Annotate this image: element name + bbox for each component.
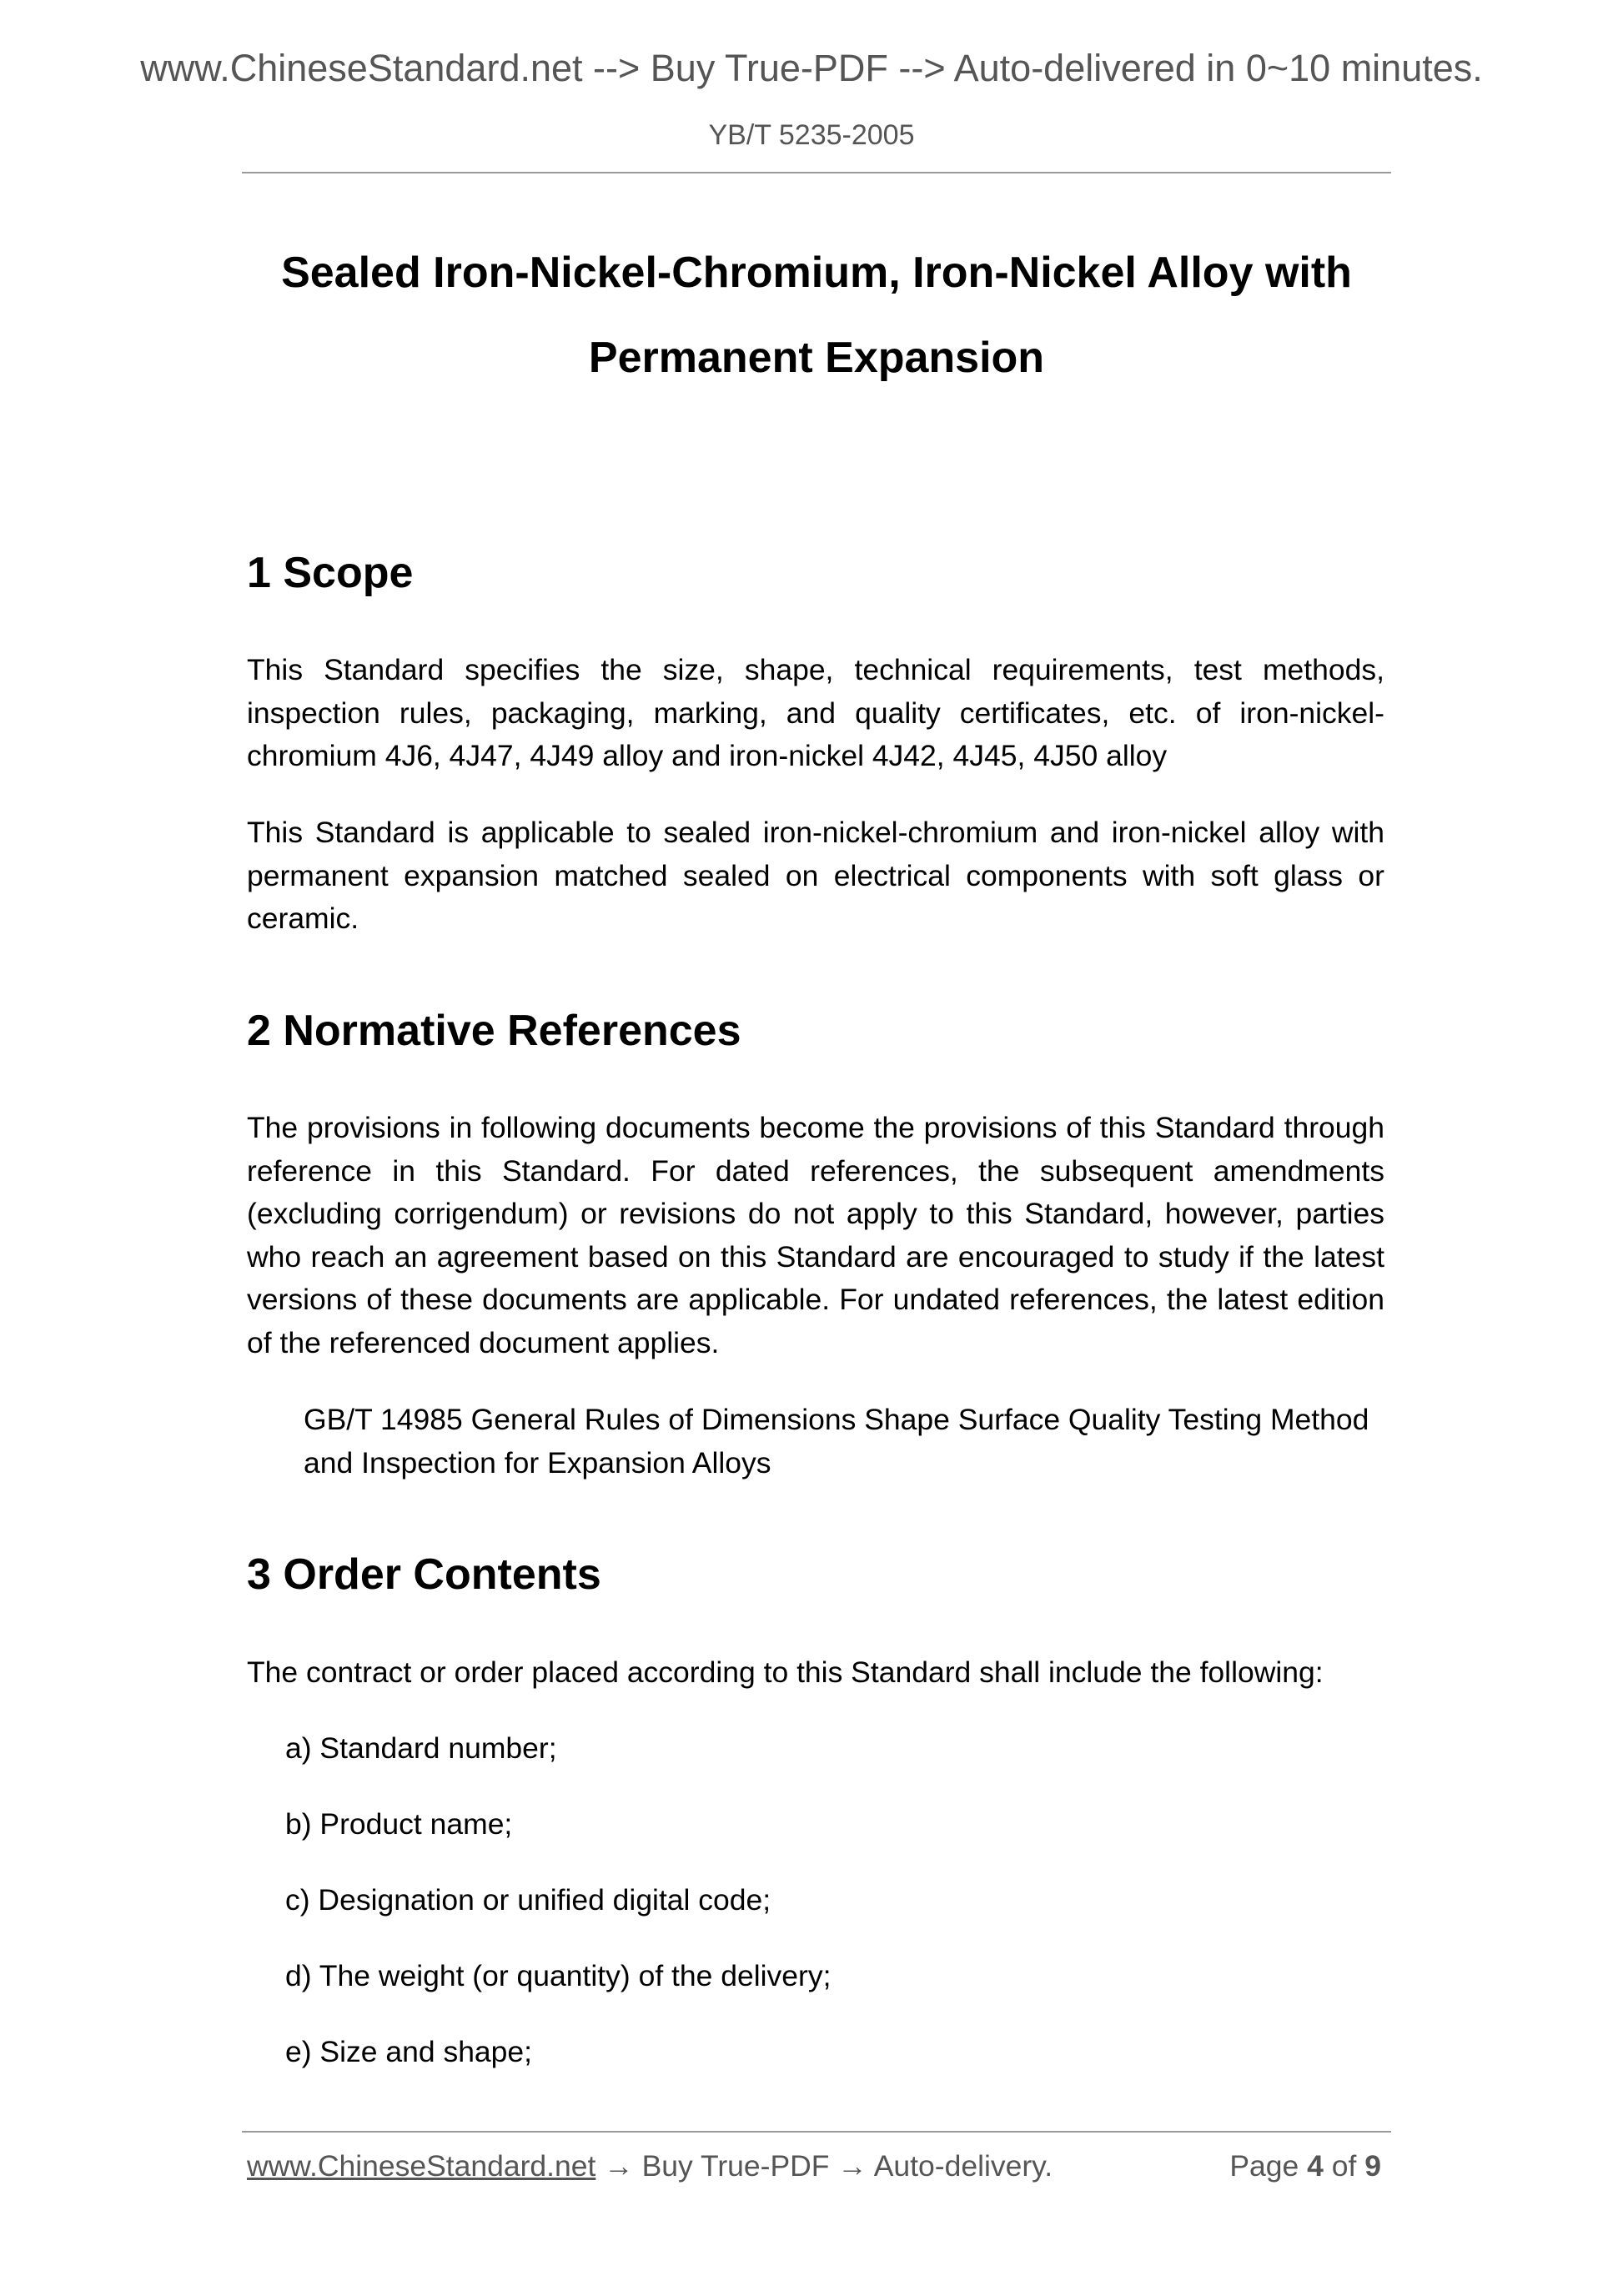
- header-divider: [242, 172, 1391, 173]
- footer-promo-text: → Buy True-PDF → Auto-delivery.: [595, 2149, 1053, 2183]
- document-title: [242, 230, 1391, 400]
- order-contents-intro: The contract or order placed according to this Standard shall include the following:: [247, 1655, 1324, 1689]
- page-indicator: [1229, 2145, 1381, 2187]
- title-line-2: Permanent Expansion: [588, 334, 1045, 382]
- normative-references-paragraph: The provisions in following documents become the provisions of this Standard through reference in this Standard. For dated references, the subsequent amendments (excluding corrigendum) or revisions do not apply to this Standard, however, parties who reach an agreement based on this Standard are encouraged to study if the latest versions of these documents are applicable. For undated references, the latest edition of the referenced document applies.: [247, 1111, 1384, 1359]
- footer-site-link[interactable]: www.ChineseStandard.net: [247, 2149, 596, 2183]
- order-item: a) Standard number;: [285, 1731, 557, 1765]
- site-banner: www.ChineseStandard.net --> Buy True-PDF --> Auto-delivered in 0~10 minutes.: [140, 47, 1483, 89]
- order-item: d) The weight (or quantity) of the delivery;: [285, 1959, 832, 1992]
- section-heading-normative-references: 2 Normative References: [247, 1007, 741, 1055]
- page-total: 9: [1364, 2149, 1381, 2183]
- page-label: Page: [1229, 2149, 1299, 2183]
- title-line-1: Sealed Iron-Nickel-Chromium, Iron-Nickel Alloy with: [281, 249, 1352, 297]
- footer-promo: [247, 2145, 1053, 2187]
- order-item: e) Size and shape;: [285, 2035, 533, 2068]
- reference-item: GB/T 14985 General Rules of Dimensions Shape Surface Quality Testing Method and Inspection for Expansion Alloys: [304, 1403, 1369, 1480]
- scope-paragraph-2: This Standard is applicable to sealed iron-nickel-chromium and iron-nickel alloy with permanent expansion matched sealed on electrical components with soft glass or ceramic.: [247, 816, 1384, 936]
- page-current: 4: [1307, 2149, 1324, 2183]
- standard-code: YB/T 5235-2005: [708, 119, 915, 151]
- section-heading-scope: 1 Scope: [247, 549, 414, 597]
- order-item: c) Designation or unified digital code;: [285, 1883, 771, 1917]
- page-of-label: of: [1331, 2149, 1357, 2183]
- scope-paragraph-1: This Standard specifies the size, shape, technical requirements, test methods, inspection rules, packaging, marking, and quality certificates, etc. of iron-nickel-chromium 4J6, 4J47, 4J49 alloy and iron-nickel 4J42, 4J45, 4J50 alloy: [247, 653, 1384, 773]
- section-heading-order-contents: 3 Order Contents: [247, 1550, 601, 1599]
- order-item: b) Product name;: [285, 1807, 513, 1841]
- footer-divider: [242, 2131, 1391, 2133]
